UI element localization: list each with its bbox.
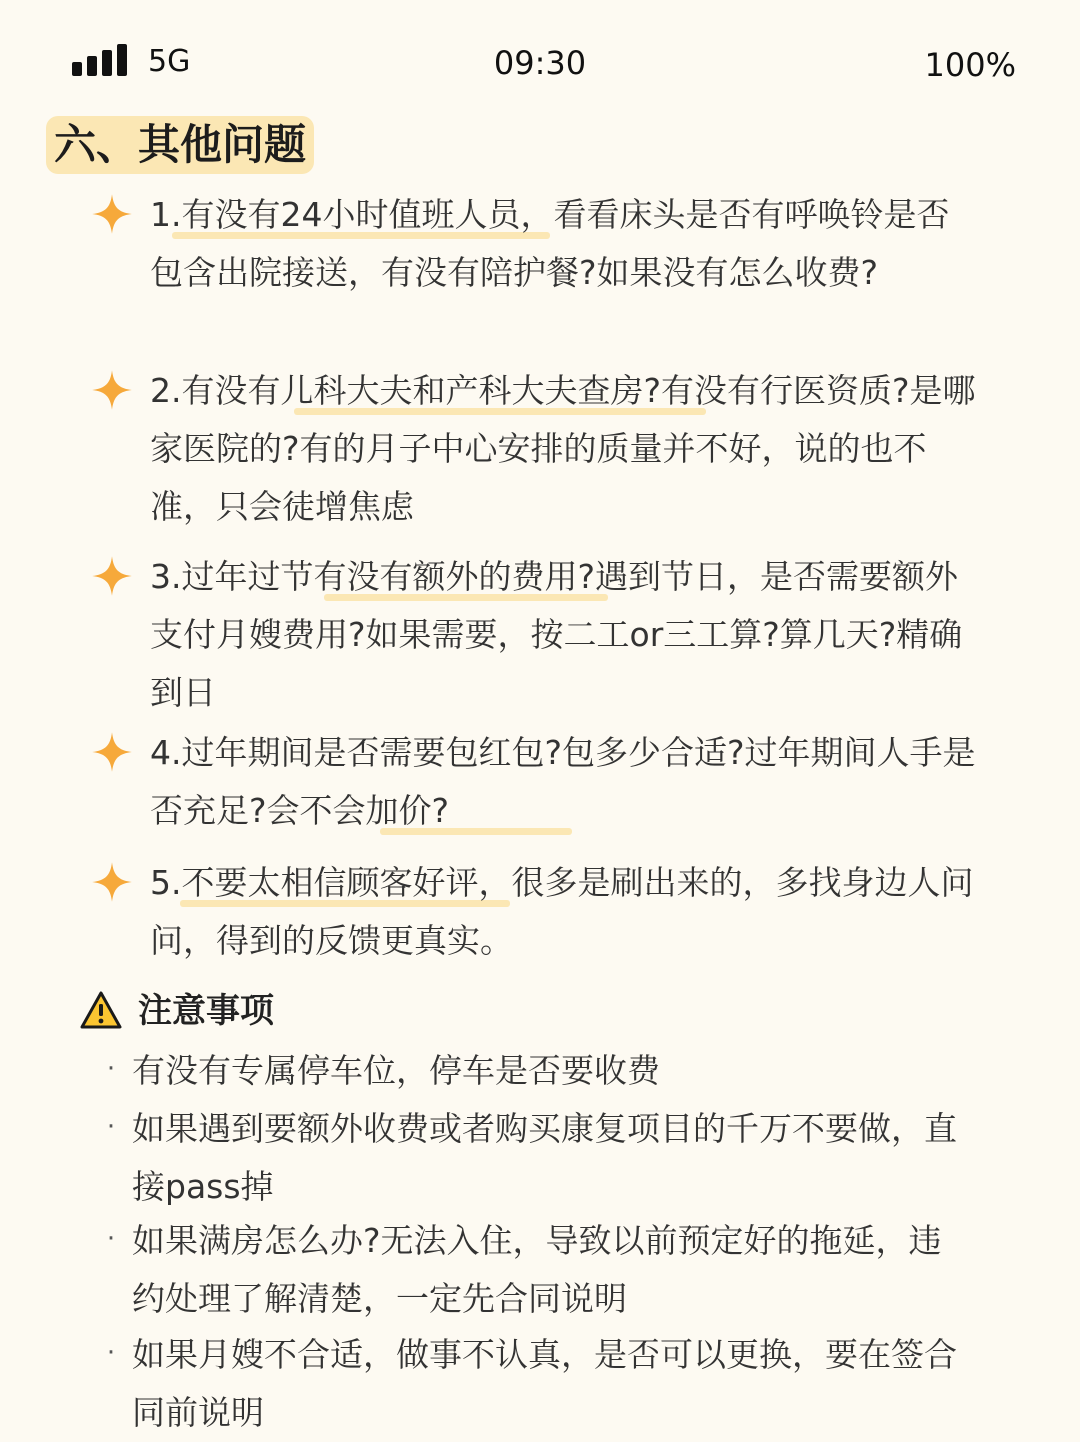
notice-text: 如果遇到要额外收费或者购买康复项目的千万不要做，直接pass掉 <box>132 1109 957 1206</box>
notice-text: 如果月嫂不合适，做事不认真，是否可以更换，要在签合同前说明 <box>132 1335 957 1432</box>
notice-header <box>80 988 580 1038</box>
sparkle-star-icon <box>90 730 134 774</box>
clock: 09:30 <box>493 44 587 82</box>
bullet-dot: · <box>106 1054 116 1084</box>
sparkle-star-icon <box>90 860 134 904</box>
sparkle-star-icon <box>90 192 134 236</box>
bullet-dot: · <box>106 1224 116 1254</box>
network-type: 5G <box>148 44 191 79</box>
status-bar <box>0 36 1080 92</box>
battery-level: 100% <box>924 46 1016 84</box>
question-text: 1.有没有24小时值班人员，看看床头是否有呼唤铃是否包含出院接送，有没有陪护餐?如果没有怎么收费? <box>150 195 950 292</box>
question-text: 4.过年期间是否需要包红包?包多少合适?过年期间人手是否充足?会不会加价? <box>150 733 976 830</box>
notice-text: 如果满房怎么办?无法入住，导致以前预定好的拖延，违约处理了解清楚，一定先合同说明 <box>132 1221 942 1318</box>
question-text: 3.过年过节有没有额外的费用?遇到节日，是否需要额外支付月嫂费用?如果需要，按二工or三工算?算几天?精确到日 <box>150 557 963 712</box>
notice-title: 注意事项 <box>138 991 274 1031</box>
section-title: 六、其他问题 <box>46 116 314 174</box>
notice-text: 有没有专属停车位，停车是否要收费 <box>132 1051 660 1090</box>
sparkle-star-icon <box>90 554 134 598</box>
warning-icon <box>80 990 122 1030</box>
question-text: 5.不要太相信顾客好评，很多是刷出来的，多找身边人问问，得到的反馈更真实。 <box>150 863 974 960</box>
bullet-dot: · <box>106 1338 116 1368</box>
bullet-dot: · <box>106 1112 116 1142</box>
question-text: 2.有没有儿科大夫和产科大夫查房?有没有行医资质?是哪家医院的?有的月子中心安排的质量并不好，说的也不准，只会徒增焦虑 <box>150 371 976 526</box>
sparkle-star-icon <box>90 368 134 412</box>
